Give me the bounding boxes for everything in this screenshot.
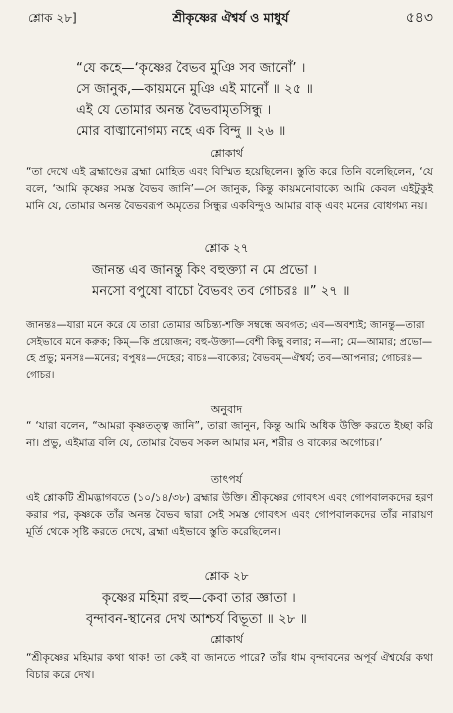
label-verse-28: শ্লোক ২৮ xyxy=(204,569,249,583)
label-translation-3: শ্লোকার্থ xyxy=(210,633,243,646)
verse-27 xyxy=(0,260,453,302)
running-header xyxy=(28,6,433,28)
verse-line: মনসো বপুষো বাচো বৈভবং তব গোচরঃ ॥” ২৭ ॥ xyxy=(92,284,350,299)
verse-line: কৃষ্ণের মহিমা রহু—কেবা তার জ্ঞাতা । xyxy=(102,591,296,606)
label-purport: তাৎপর্য xyxy=(210,473,243,486)
translation-3: “শ্রীকৃষ্ণের মহিমার কথা থাক! তা কেই বা জানতে পারে? তাঁর ধাম বৃন্দাবনের অপূর্ব ঐশ্বর্যের কথা বিচার করে দেখ। xyxy=(26,652,433,681)
synonyms: জানন্তঃ—যারা মনে করে যে তারা তোমার অচিন্ত্য-শক্তি সম্বন্ধে অবগত; এব—অবশ্যই; জানন্তু—তারা সেইভাবে মনে করুক; কিম্—কি প্রয়োজন; বহু-উক্ত্যা—বেশী কিছু বলার; ন—না; মে—আমার; প্রভো—হে প্রভু; মনসঃ—মনের; বপুষঃ—দেহের; বাচঃ—বাক্যের; বৈভবম্—ঐশ্বর্য; তব—আপনার; গোচরঃ—গোচর। xyxy=(26,320,433,381)
verse-line: “যে কহে—‘কৃষ্ণের বৈভব মুঞি সব জানোঁ’ । xyxy=(76,61,306,76)
verse-line: জানন্ত এব জানন্তু কিং বহুক্ত্যা ন মে প্রভো । xyxy=(92,263,318,278)
translation-2: “ ‘যারা বলেন, “আমরা কৃষ্ণতত্ত্ব জানি”, তারা জানুন, কিন্তু আমি অধিক উক্তি করতে ইচ্ছা করি না। প্রভু, এইমাত্র বলি যে, তোমার বৈভব সকল আমার মন, শরীর ও বাক্যের অগোচর।’ xyxy=(26,420,433,449)
header-verse-ref: শ্লোক ২৮] xyxy=(28,11,77,25)
verses-25-26 xyxy=(0,58,453,142)
verse-28 xyxy=(0,588,453,630)
header-chapter-title: শ্রীকৃষ্ণের ঐশ্বর্য ও মাধুর্য xyxy=(172,10,289,25)
verse-line: মোর বাঙ্মানোগম্য নহে এক বিন্দু ॥ ২৬ ॥ xyxy=(76,124,286,139)
translation-1: “তা দেখে এই ব্রহ্মাণ্ডের ব্রহ্মা মোহিত এবং বিস্মিত হয়েছিলেন। স্তুতি করে তিনি বলেছিলেন, ‘যে বলে, ‘আমি কৃষ্ণের সমস্ত বৈভব জানি’—সে জানুক, কিন্তু কায়মনোবাক্যে আমি কেবল এইটুকুই মানি যে, তোমার অনন্ত বৈভবরূপ অমৃতের সিন্ধুর একবিন্দুও আমার বাক্ এবং মনের বোধগম্য নয়। xyxy=(26,166,433,212)
verse-line: বৃন্দাবন-স্থানের দেখ আশ্চর্য বিভূতা ॥ ২৮ ॥ xyxy=(86,612,307,627)
verse-line: সে জানুক,—কায়মনে মুঞি এই মানোঁ ॥ ২৫ ॥ xyxy=(76,82,313,97)
label-translation-1: শ্লোকার্থ xyxy=(210,147,243,160)
page-number: ৫৪৩ xyxy=(405,10,433,26)
verse-line: এই যে তোমার অনন্ত বৈভবামৃতসিন্ধু । xyxy=(76,103,272,118)
label-translation-2: অনুবাদ xyxy=(210,403,243,416)
label-verse-27: শ্লোক ২৭ xyxy=(204,241,249,255)
purport: এই শ্লোকটি শ্রীমদ্ভাগবতে (১০/১৪/৩৮) ব্রহ্মার উক্তি। শ্রীকৃষ্ণের গোবৎস এবং গোপবালকদের হরণ করার পর, কৃষ্ণকে তাঁর অনন্ত বৈভব দ্বারা সেই সমস্ত গোবৎস এবং গোপবালকদের তাঁর নারায়ণ মূর্তি থেকে সৃষ্টি করতে দেখে, ব্রহ্মা এইভাবে স্তুতি করেছিলেন। xyxy=(26,492,433,538)
